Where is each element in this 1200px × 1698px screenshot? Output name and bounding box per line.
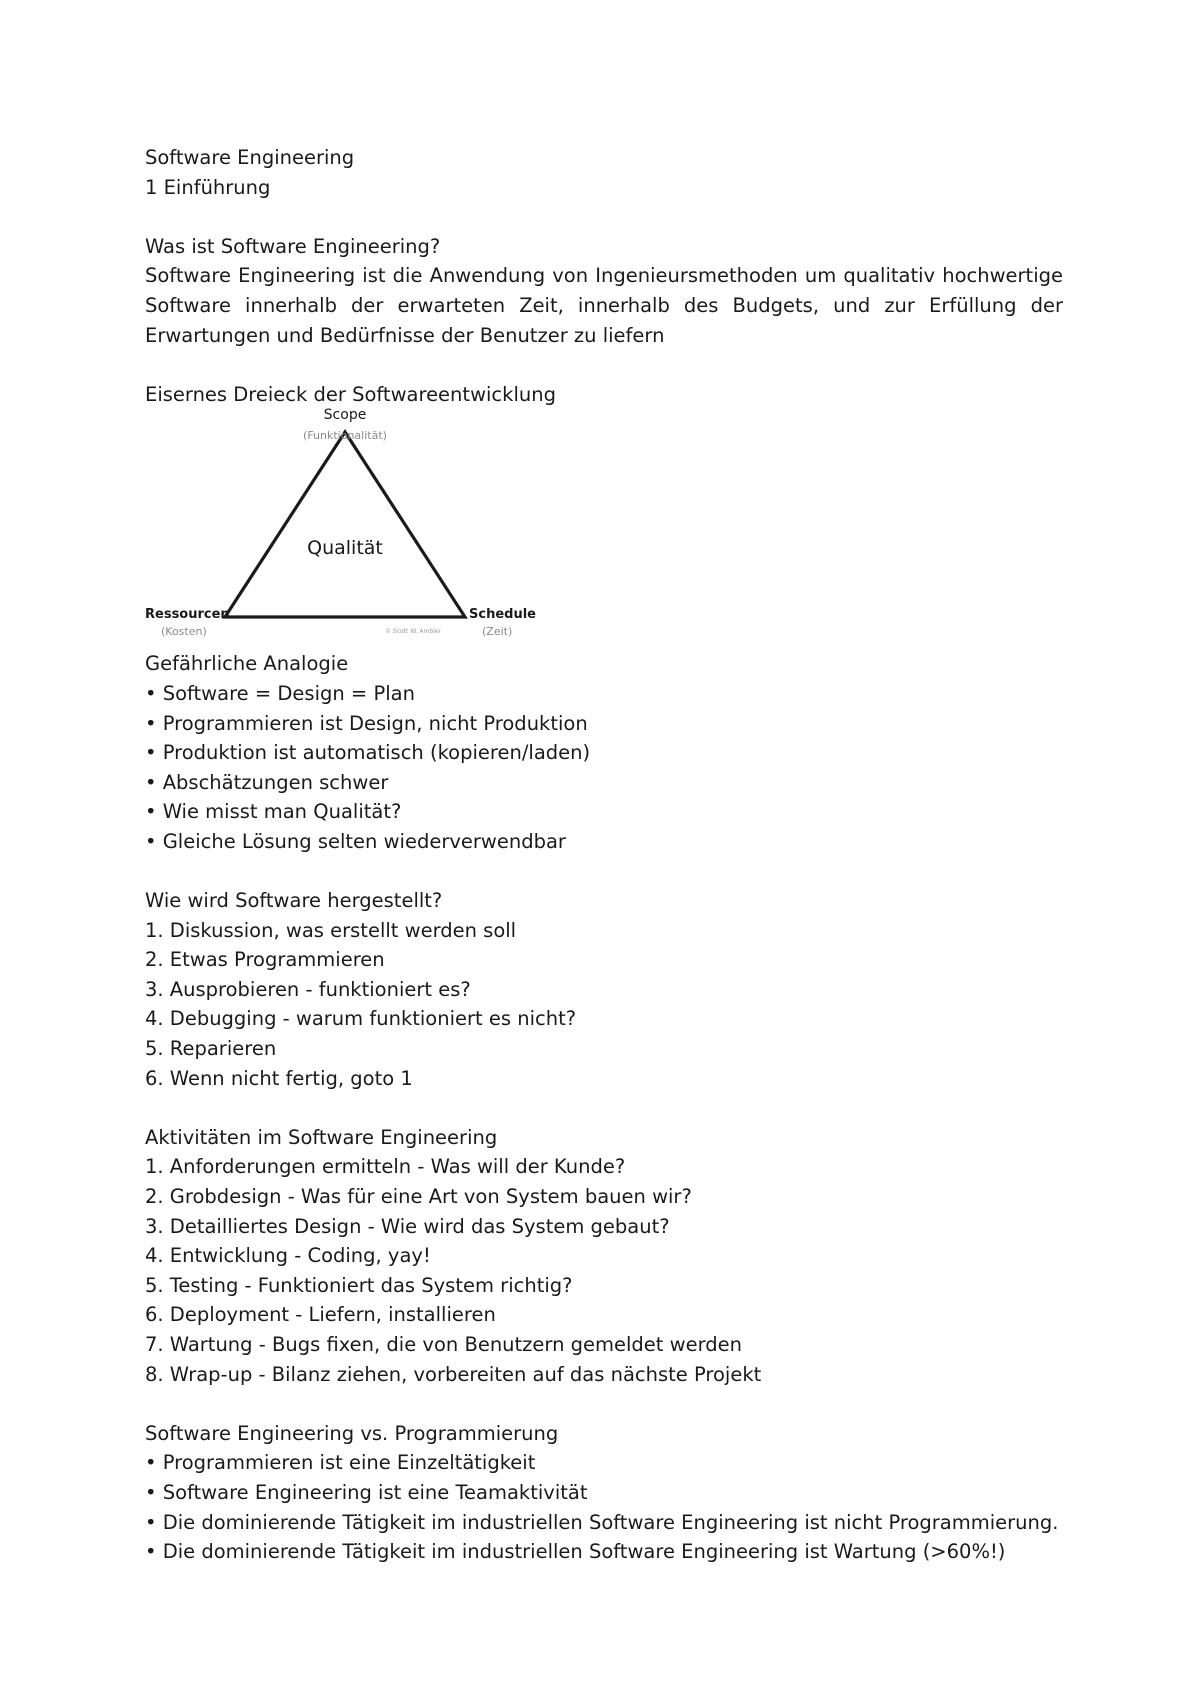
process-item: 2. Etwas Programmieren: [145, 948, 385, 972]
analogy-item: • Programmieren ist Design, nicht Produktion: [145, 711, 588, 735]
activity-item: 2. Grobdesign - Was für eine Art von System bauen wir?: [145, 1185, 692, 1209]
triangle-right-label: Schedule: [469, 607, 536, 623]
iron-triangle-diagram: [145, 409, 1063, 649]
activity-item: 3. Detailliertes Design - Wie wird das System gebaut?: [145, 1214, 670, 1238]
activity-item: 4. Entwicklung - Coding, yay!: [145, 1244, 431, 1268]
activity-item: 7. Wartung - Bugs fixen, die von Benutzern gemeldet werden: [145, 1333, 743, 1356]
process-item: 6. Wenn nicht fertig, goto 1: [145, 1066, 413, 1090]
triangle-top-sublabel: (Funktionalität): [303, 429, 387, 443]
comparison-item: • Software Engineering ist eine Teamaktivität: [145, 1480, 588, 1504]
spacer: [145, 857, 1063, 887]
document-title: Software Engineering: [145, 146, 355, 169]
spacer: [145, 350, 1063, 380]
triangle-heading: Eisernes Dreieck der Softwareentwicklung: [145, 382, 556, 406]
spacer: [145, 1389, 1063, 1419]
activity-item: 1. Anforderungen ermitteln - Was will der Kunde?: [145, 1155, 626, 1179]
comparison-heading: Software Engineering vs. Programmierung: [145, 1421, 559, 1445]
activities-heading: Aktivitäten im Software Engineering: [145, 1125, 498, 1149]
triangle-right-sublabel: (Zeit): [482, 625, 513, 639]
process-item: 3. Ausprobieren - funktioniert es?: [145, 977, 471, 1001]
process-item: 5. Reparieren: [145, 1037, 277, 1061]
activity-item: 6. Deployment - Liefern, installieren: [145, 1303, 496, 1327]
triangle-left-label: Ressourcen: [145, 607, 230, 623]
intro-definition: Software Engineering ist die Anwendung von Ingenieursmethoden um qualitativ hochwertige Software innerhalb der erwarteten Zeit, innerhalb des Budgets, und zur Erfüllung der Erwartungen und Bedürfnisse der Benutzer zu liefern: [145, 264, 1063, 347]
analogy-item: • Wie misst man Qualität?: [145, 800, 402, 824]
spacer: [145, 1093, 1063, 1123]
triangle-credit: © Scott W. Ambler: [385, 628, 441, 636]
chapter-heading: 1 Einführung: [145, 175, 271, 199]
analogy-item: • Abschätzungen schwer: [145, 770, 389, 794]
activity-item: 5. Testing - Funktioniert das System richtig?: [145, 1273, 573, 1297]
process-item: 4. Debugging - warum funktioniert es nicht?: [145, 1007, 577, 1031]
triangle-top-label: Scope: [323, 407, 367, 424]
triangle-shape: [225, 432, 465, 617]
analogy-heading: Gefährliche Analogie: [145, 652, 349, 676]
comparison-item: • Die dominierende Tätigkeit im industriellen Software Engineering ist Wartung (>60%!): [145, 1540, 1006, 1564]
comparison-item: • Die dominierende Tätigkeit im industriellen Software Engineering ist nicht Programmierung.: [145, 1510, 1059, 1534]
intro-question: Was ist Software Engineering?: [145, 234, 441, 258]
document-body: [145, 143, 1063, 1567]
analogy-item: • Produktion ist automatisch (kopieren/laden): [145, 741, 591, 765]
analogy-item: • Gleiche Lösung selten wiederverwendbar: [145, 829, 566, 853]
process-item: 1. Diskussion, was erstellt werden soll: [145, 918, 517, 942]
spacer: [145, 202, 1063, 232]
comparison-item: • Programmieren ist eine Einzeltätigkeit: [145, 1451, 536, 1475]
analogy-item: • Software = Design = Plan: [145, 681, 415, 705]
process-heading: Wie wird Software hergestellt?: [145, 889, 443, 913]
triangle-center-label: Qualität: [307, 537, 383, 560]
activity-item: 8. Wrap-up - Bilanz ziehen, vorbereiten auf das nächste Projekt: [145, 1362, 762, 1386]
triangle-left-sublabel: (Kosten): [161, 625, 207, 639]
iron-triangle-svg: [145, 409, 565, 649]
